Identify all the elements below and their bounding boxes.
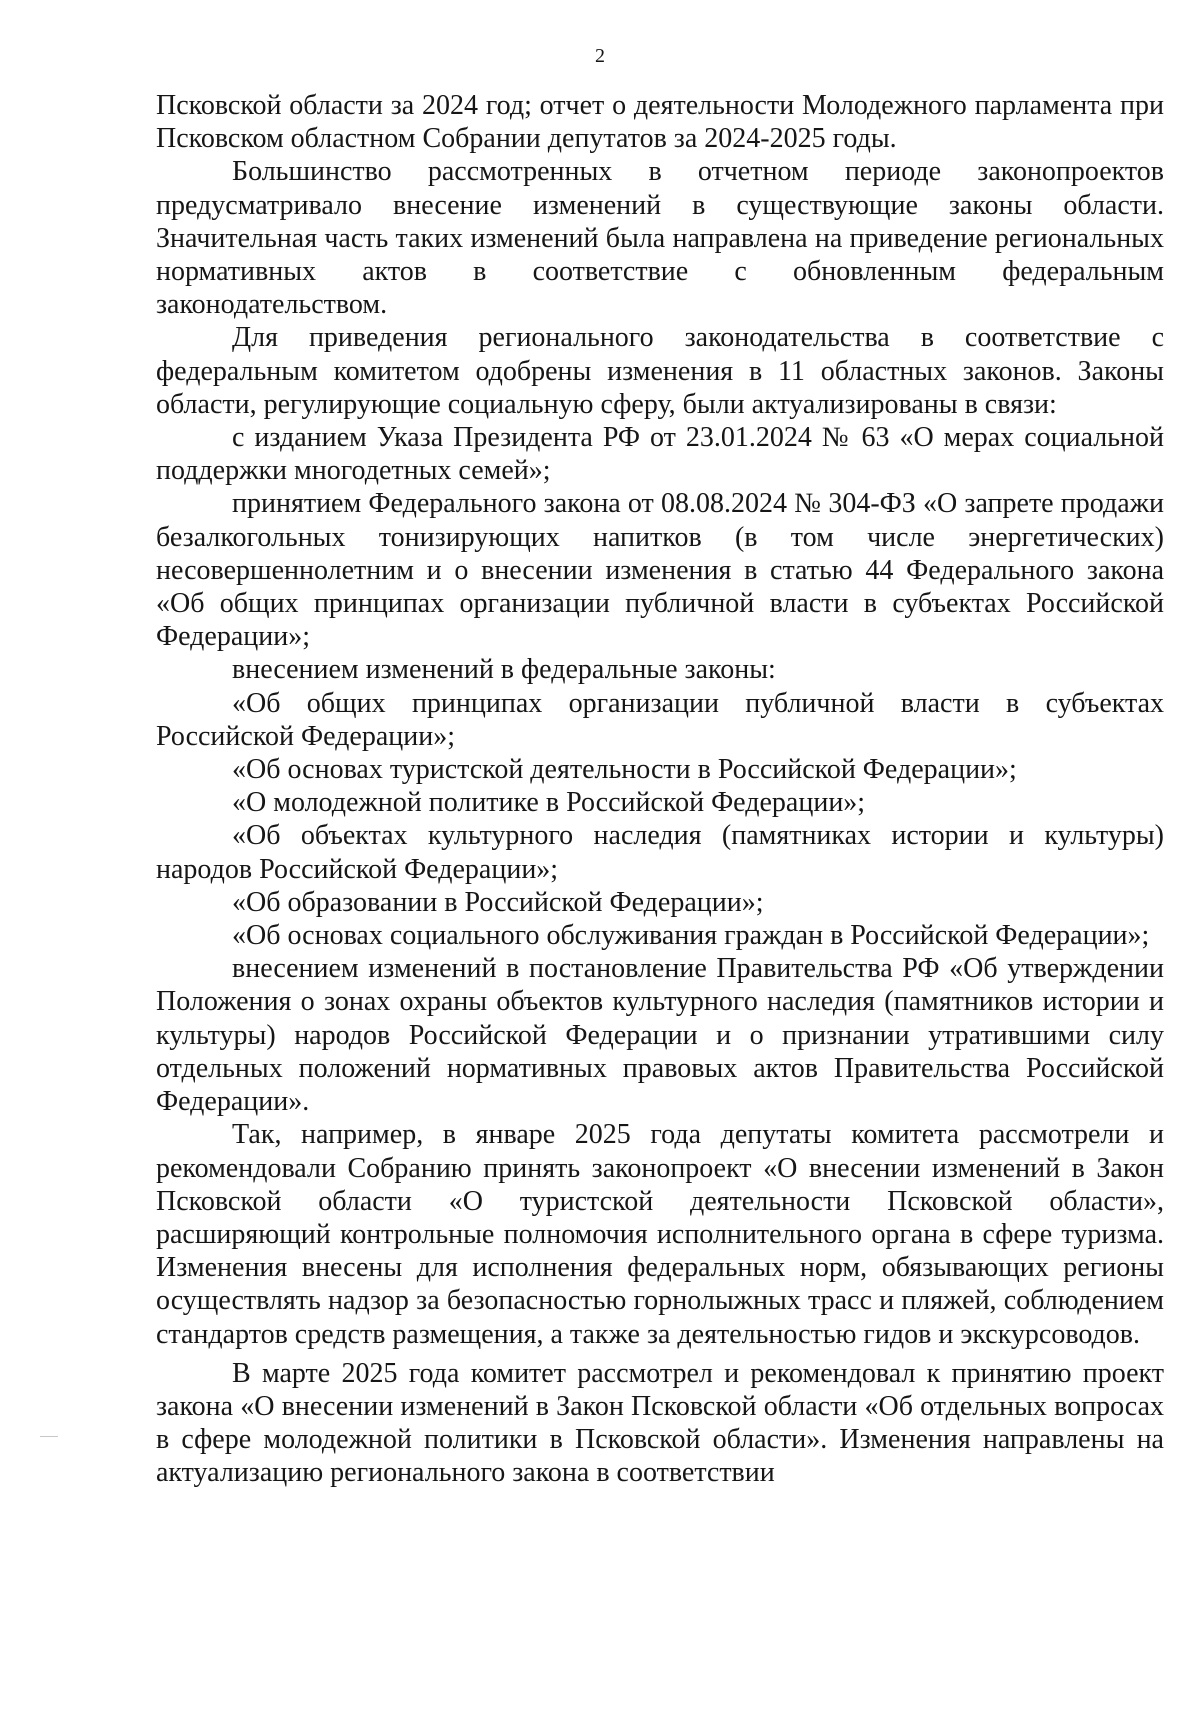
paragraph-1: Псковской области за 2024 год; отчет о деятельности Молодежного парламента при Псковском областном Собрании депутатов за 2024-2025 годы. [156, 90, 1164, 155]
paragraph-8: «Об основах туристской деятельности в Российской Федерации»; [232, 754, 1017, 786]
paragraph-14: Так, например, в январе 2025 года депутаты комитета рассмотрели и рекомендовали Собранию принять законопроект «О внесении изменений в Закон Псковской области «О туристской деятельности Псковской области», расширяющий контрольные полномочия исполнительного органа в сфере туризма. Изменения внесены для исполнения федеральных норм, обязывающих регионы осуществлять надзор за безопасностью горнолыжных трасс и пляжей, соблюдением стандартов средств размещения, а также за деятельностью гидов и экскурсоводов. [156, 1119, 1164, 1350]
paragraph-12: «Об основах социального обслуживания граждан в Российской Федерации»; [232, 920, 1150, 952]
paragraph-7: «Об общих принципах организации публичной власти в субъектах Российской Федерации»; [156, 687, 1164, 752]
paragraph-5: принятием Федерального закона от 08.08.2024 № 304-ФЗ «О запрете продажи безалкогольных тонизирующих напитков (в том числе энергетических) несовершеннолетним и о внесении изменения в статью 44 Федерального закона «Об общих принципах организации публичной власти в субъектах Российской Федерации»; [156, 488, 1164, 653]
paragraph-4: с изданием Указа Президента РФ от 23.01.2024 № 63 «О мерах социальной поддержки многодетных семей»; [156, 422, 1164, 487]
paragraph-10: «Об объектах культурного наследия (памятниках истории и культуры) народов Российской Федерации»; [156, 820, 1164, 885]
paragraph-3: Для приведения регионального законодательства в соответствие с федеральным комитетом одобрены изменения в 11 областных законов. Законы области, регулирующие социальную сферу, были актуализированы в связи: [156, 322, 1164, 420]
paragraph-9: «О молодежной политике в Российской Федерации»; [232, 787, 866, 819]
document-body [156, 89, 1164, 1490]
paragraph-6: внесением изменений в федеральные законы: [232, 654, 776, 686]
paragraph-11: «Об образовании в Российской Федерации»; [232, 886, 764, 918]
paragraph-15: В марте 2025 года комитет рассмотрел и рекомендовал к принятию проект закона «О внесении изменений в Закон Псковской области «Об отдельных вопросах в сфере молодежной политики в Псковской области». Изменения направлены на актуализацию регионального закона в соответствии [156, 1357, 1164, 1489]
page-number: 2 [595, 45, 605, 67]
scan-margin-mark [40, 1436, 58, 1437]
paragraph-2: Большинство рассмотренных в отчетном периоде законопроектов предусматривало внесение изменений в существующие законы области. Значительная часть таких изменений была направлена на приведение региональных нормативных актов в соответствие с обновленным федеральным законодательством. [156, 156, 1164, 321]
paragraph-13: внесением изменений в постановление Правительства РФ «Об утверждении Положения о зонах охраны объектов культурного наследия (памятников истории и культуры) народов Российской Федерации и о признании утратившими силу отдельных положений нормативных правовых актов Правительства Российской Федерации». [156, 953, 1164, 1118]
